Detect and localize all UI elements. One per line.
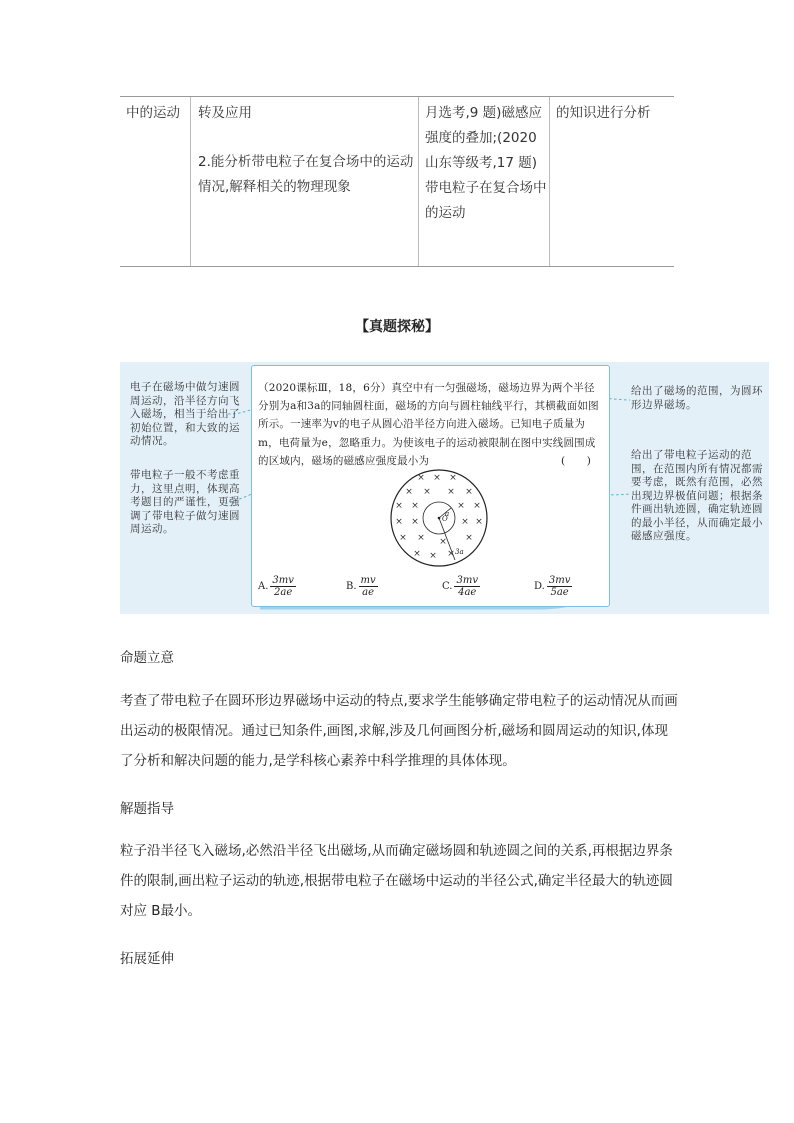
svg-text:×: ×	[411, 517, 419, 527]
svg-text:×: ×	[447, 487, 455, 497]
option-b[interactable]	[346, 575, 378, 598]
fraction-denominator: ae	[362, 587, 375, 598]
svg-text:×: ×	[411, 501, 419, 511]
guide-heading: 解题指导	[120, 801, 174, 817]
svg-text:×: ×	[399, 533, 407, 543]
svg-text:×: ×	[461, 517, 469, 527]
svg-text:×: ×	[457, 501, 465, 511]
problem-text	[258, 379, 603, 470]
table-divider	[190, 97, 191, 266]
table-cell-line: 转及应用	[198, 105, 252, 121]
magnetic-field-diagram	[381, 462, 501, 570]
option-fraction	[270, 575, 296, 598]
table-cell-notes: 的知识进行分析	[556, 105, 651, 121]
svg-text:×: ×	[465, 533, 473, 543]
center-dot	[438, 517, 441, 520]
annotation-right-field: 给出了磁场的范围，为圆环形边界磁场。	[631, 385, 763, 411]
curriculum-table	[120, 96, 674, 267]
fraction-denominator: 4ae	[458, 587, 477, 598]
option-letter: A.	[258, 581, 269, 592]
label-outer-radius: 3a	[455, 548, 464, 556]
option-c[interactable]	[442, 575, 480, 598]
svg-text:×: ×	[417, 533, 425, 543]
svg-text:×: ×	[439, 537, 447, 547]
svg-text:×: ×	[447, 549, 455, 559]
table-cell-exams: 月选考,9 题)磁感应强度的叠加;(2020 山东等级考,17 题)带电粒子在复合场中的运动	[425, 105, 547, 221]
svg-text:×: ×	[475, 517, 483, 527]
fraction-denominator: 5ae	[550, 587, 569, 598]
problem-statement: （2020课标Ⅲ，18，6分）真空中有一匀强磁场，磁场边界为两个半径分别为a和3a的同轴圆柱面，磁场的方向与圆柱轴线平行，其横截面如图所示。一速率为v的电子从圆心沿半径方向进入磁场。已知电子质量为m，电荷量为e，忽略重力。为使该电子的运动被限制在图中实线圆围成的区域内，磁场的磁感应强度最小为	[258, 382, 599, 467]
extend-heading: 拓展延伸	[120, 951, 174, 967]
option-letter: C.	[442, 581, 453, 592]
label-inner-radius: a	[445, 510, 450, 518]
svg-text:×: ×	[413, 549, 421, 559]
option-fraction	[359, 575, 378, 598]
fraction-denominator: 2ae	[274, 587, 293, 598]
label-center: O	[442, 515, 448, 523]
table-cell-topic: 中的运动	[126, 105, 180, 121]
option-a[interactable]	[258, 575, 296, 598]
problem-card	[251, 365, 610, 607]
option-letter: D.	[534, 581, 545, 592]
svg-text:×: ×	[429, 551, 437, 561]
annotation-right-range: 给出了带电粒子运动的范围，在范围内所有情况都需要考虑，既然有范围，必然出现边界极值问题；根据条件画出轨迹圆，确定轨迹圆的最小半径，从而确定最小磁感应强度。	[631, 449, 763, 542]
annotation-left-gravity: 带电粒子一般不考虑重力，这里点明，体现高考题目的严谨性，更强调了带电粒子做匀速圆周运动。	[130, 469, 240, 535]
fraction-numerator: 3mv	[548, 575, 571, 586]
answer-blank: ( )	[561, 454, 591, 467]
annotated-problem-figure	[120, 362, 769, 614]
table-divider	[549, 97, 550, 266]
svg-text:×: ×	[465, 487, 473, 497]
option-letter: B.	[346, 581, 357, 592]
svg-text:×: ×	[449, 473, 457, 483]
svg-text:×: ×	[405, 487, 413, 497]
svg-text:×: ×	[395, 501, 403, 511]
option-d[interactable]	[534, 575, 572, 598]
intent-text: 考查了带电粒子在圆环形边界磁场中运动的特点,要求学生能够确定带电粒子的运动情况从而画出运动的极限情况。通过已知条件,画图,求解,涉及几何画图分析,磁场和圆周运动的知识,体现了分析和解决问题的能力,是学科核心素养中科学推理的具体体现。	[120, 693, 678, 769]
svg-text:×: ×	[417, 473, 425, 483]
guide-text: 粒子沿半径飞入磁场,必然沿半径飞出磁场,从而确定磁场圆和轨迹圆之间的关系,再根据边界条件的限制,画出粒子运动的轨迹,根据带电粒子在磁场中运动的半径公式,确定半径最大的轨迹圆对应 B最小。	[120, 843, 673, 919]
table-cell-line: 2.能分析带电粒子在复合场中的运动情况,解释相关的物理现象	[198, 154, 414, 195]
svg-text:×: ×	[473, 501, 481, 511]
option-fraction	[454, 575, 480, 598]
table-cell-requirements	[198, 97, 420, 270]
svg-text:×: ×	[423, 487, 431, 497]
fraction-numerator: 3mv	[272, 575, 294, 586]
svg-text:×: ×	[395, 517, 403, 527]
fraction-numerator: mv	[360, 575, 376, 586]
intent-heading: 命题立意	[120, 650, 174, 666]
section-title: 【真题探秘】	[355, 319, 439, 335]
fraction-numerator: 3mv	[456, 575, 478, 586]
svg-text:×: ×	[433, 473, 441, 483]
option-fraction	[547, 575, 573, 598]
annotation-left-initial: 电子在磁场中做匀速圆周运动，沿半径方向飞入磁场，相当于给出了初始位置，和大致的运动情况。	[130, 381, 240, 447]
